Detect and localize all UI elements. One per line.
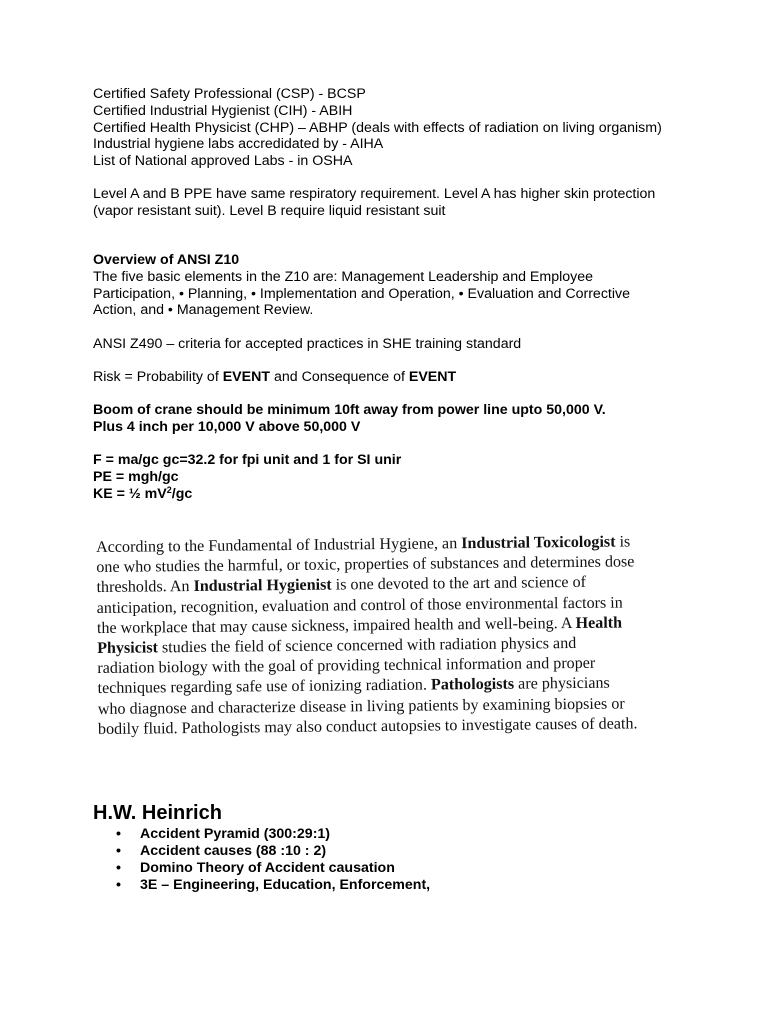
list-item [93, 860, 430, 877]
term-health-physicist: Health Physicist [97, 614, 623, 658]
list-item-text: Accident causes (88 :10 : 2) [140, 843, 327, 859]
list-item-text: Domino Theory of Accident causation [140, 860, 395, 876]
risk-prefix: Risk = Probability of [93, 369, 223, 386]
ansi-z490-note: ANSI Z490 – criteria for accepted practices in SHE training standard [93, 335, 522, 352]
term-industrial-hygienist: Industrial Hygienist [193, 576, 332, 596]
potential-energy-formula: PE = mgh/gc [93, 469, 179, 486]
bullet-icon: • [116, 860, 121, 876]
bullet-icon: • [116, 877, 121, 893]
list-item [93, 877, 430, 894]
ke-superscript: 2 [166, 485, 172, 496]
kinetic-energy-formula [93, 486, 673, 503]
crane-rule-line1: Boom of crane should be minimum 10ft away from power line upto 50,000 V. [93, 402, 606, 419]
ansi-z10-body: The five basic elements in the Z10 are: Management Leadership and Employee Participation, • Planning, • Implementation and Operation, • Evaluation and Corrective Action, and • Management Review. [93, 268, 630, 319]
force-formula: F = ma/gc gc=32.2 for fpi unit and 1 for SI unir [93, 452, 402, 469]
scan-text: is one devoted to the art and science of anticipation, recognition, evaluation and control of those environmental factors in the workplace that may cause sickness, impaired health and well-being. A [96, 574, 623, 637]
crane-rule-line2: Plus 4 inch per 10,000 V above 50,000 V [93, 419, 361, 436]
scanned-definitions-paragraph [96, 532, 638, 740]
list-item-text: Accident Pyramid (300:29:1) [140, 826, 331, 842]
scan-text: is one who studies the harmful, or toxic, properties of substances and determines dose thresholds. An [96, 533, 635, 597]
ansi-z10-heading: Overview of ANSI Z10 [93, 252, 240, 269]
risk-formula [93, 369, 673, 386]
scan-text: are physicians who diagnose and characterize disease in living patients by examining biopsies or bodily fluid. Pathologists may also conduct autopsies to investigate causes of death. [97, 675, 638, 738]
heinrich-list [93, 826, 430, 894]
risk-term-event: EVENT [408, 369, 457, 386]
cert-chp: Certified Health Physicist (CHP) – ABHP (deals with effects of radiation on living organism) [93, 119, 662, 136]
cert-csp: Certified Safety Professional (CSP) - BCSP [93, 86, 366, 102]
bullet-icon: • [116, 826, 121, 842]
list-item-text: 3E – Engineering, Education, Enforcement, [140, 877, 431, 893]
heinrich-heading: H.W. Heinrich [93, 802, 222, 824]
list-item [93, 843, 430, 860]
risk-middle: and Consequence of [270, 369, 409, 386]
bullet-icon: • [116, 843, 121, 859]
cert-cih: Certified Industrial Hygienist (CIH) - ABIH [93, 102, 353, 119]
term-pathologists: Pathologists [430, 676, 515, 694]
cert-aiha: Industrial hygiene labs accredidated by - AIHA [93, 136, 384, 153]
ppe-note: Level A and B PPE have same respiratory requirement. Level A has higher skin protection (vapor resistant suit). Level B require liquid resistant suit [93, 186, 656, 220]
list-item [93, 826, 430, 843]
ke-prefix: KE = ½ mV [93, 486, 167, 503]
scan-text: studies the field of science concerned with radiation physics and radiation biology with the goal of providing technical information and proper techniques regarding safe use of ionizing radiation. [97, 634, 596, 698]
cert-osha-labs: List of National approved Labs - in OSHA [93, 153, 353, 170]
scan-text: According to the Fundamental of Industrial Hygiene, an [96, 535, 462, 556]
risk-term-event: EVENT [222, 369, 271, 386]
ke-suffix: /gc [171, 486, 193, 503]
term-industrial-toxicologist: Industrial Toxicologist [461, 533, 616, 553]
document-page [93, 86, 673, 503]
